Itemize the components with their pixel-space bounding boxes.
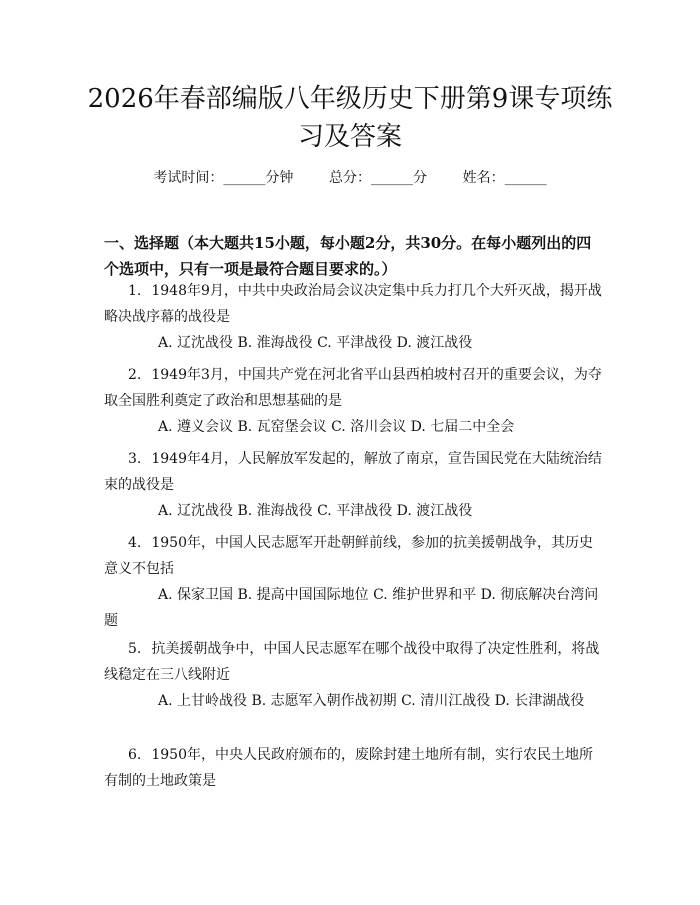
question-6 xyxy=(104,742,604,794)
name-label: 姓名： xyxy=(462,170,505,186)
time-label: 考试时间： xyxy=(153,170,224,186)
question-4 xyxy=(104,530,604,629)
time-blank: ______ xyxy=(223,170,266,186)
question-stem: 抗美援朝战争中，中国人民志愿军在哪个战役中取得了决定性胜利，将战线稳定在三八线附近 xyxy=(104,641,600,683)
question-number: 6. xyxy=(128,747,142,763)
question-number: 2. xyxy=(128,367,142,383)
question-stem: 1948年9月，中共中央政治局会议决定集中兵力打几个大歼灭战，揭开战略决战序幕的战役是 xyxy=(104,283,602,325)
question-options: A. 遵义会议 B. 瓦窑堡会议 C. 洛川会议 D. 七届二中全会 xyxy=(158,419,515,435)
question-number: 4. xyxy=(128,535,142,551)
question-2 xyxy=(104,362,604,435)
question-1 xyxy=(104,278,604,351)
exam-meta-line xyxy=(0,168,700,188)
score-label: 总分： xyxy=(329,170,371,186)
question-stem: 1950年，中央人民政府颁布的，废除封建土地所有制，实行农民土地所有制的土地政策是 xyxy=(104,747,593,789)
question-stem: 1949年4月，人民解放军发起的，解放了南京，宣告国民党在大陆统治结束的战役是 xyxy=(104,451,602,493)
time-unit: 分钟 xyxy=(265,170,294,186)
question-5 xyxy=(104,636,604,709)
question-stem: 1949年3月，中国共产党在河北省平山县西柏坡村召开的重要会议，为夺取全国胜利奠定了政治和思想基础的是 xyxy=(104,367,602,409)
question-number: 3. xyxy=(128,451,142,467)
question-number: 5. xyxy=(128,641,142,657)
score-blank: ______ xyxy=(371,170,413,186)
question-options: A. 上甘岭战役 B. 志愿军入朝作战初期 C. 清川江战役 D. 长津湖战役 xyxy=(158,693,585,709)
section-heading: 一、选择题（本大题共15小题，每小题2分，共30分。在每小题列出的四个选项中，只有一项是最符合题目要求的。） xyxy=(104,234,592,278)
question-options: A. 辽沈战役 B. 淮海战役 C. 平津战役 D. 渡江战役 xyxy=(158,335,473,351)
question-3 xyxy=(104,446,604,519)
name-blank: ______ xyxy=(504,170,547,186)
score-unit: 分 xyxy=(413,170,427,186)
question-stem: 1950年，中国人民志愿军开赴朝鲜前线，参加的抗美援朝战争，其历史意义不包括 xyxy=(104,535,593,577)
question-options: A. 辽沈战役 B. 淮海战役 C. 平津战役 D. 渡江战役 xyxy=(158,503,473,519)
question-number: 1. xyxy=(128,283,142,299)
document-title: 2026年春部编版八年级历史下册第9课专项练习及答案 xyxy=(87,84,613,152)
question-options: A. 保家卫国 B. 提高中国国际地位 C. 维护世界和平 D. 彻底解决台湾问题 xyxy=(104,587,599,629)
